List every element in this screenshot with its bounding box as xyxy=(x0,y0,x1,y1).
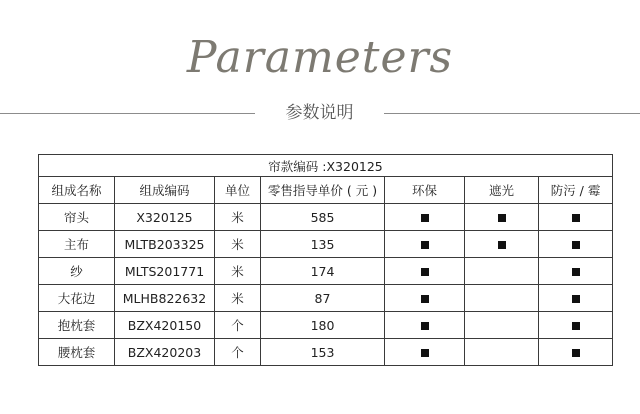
square-mark-icon xyxy=(572,295,580,303)
cell-antifouling xyxy=(539,312,613,339)
square-mark-icon xyxy=(498,214,506,222)
cell-code: BZX420203 xyxy=(115,339,215,366)
column-header-name: 组成名称 xyxy=(39,177,115,204)
parameters-table xyxy=(38,154,613,366)
curtain-code: 帘款编码 :X320125 xyxy=(39,155,613,177)
cell-name: 帘头 xyxy=(39,204,115,231)
cell-price: 174 xyxy=(261,258,385,285)
table-row xyxy=(39,231,613,258)
cell-blackout xyxy=(465,231,539,258)
table-row xyxy=(39,339,613,366)
cell-name: 腰枕套 xyxy=(39,339,115,366)
column-header-code: 组成编码 xyxy=(115,177,215,204)
cell-blackout xyxy=(465,339,539,366)
subtitle-row xyxy=(0,101,640,125)
cell-name: 纱 xyxy=(39,258,115,285)
cell-blackout xyxy=(465,312,539,339)
cell-code: BZX420150 xyxy=(115,312,215,339)
cell-code: MLTS201771 xyxy=(115,258,215,285)
column-header-unit: 单位 xyxy=(215,177,261,204)
cell-eco xyxy=(385,312,465,339)
page-title: Parameters xyxy=(186,32,454,83)
cell-price: 585 xyxy=(261,204,385,231)
cell-unit: 米 xyxy=(215,231,261,258)
cell-unit: 米 xyxy=(215,204,261,231)
cell-unit: 米 xyxy=(215,258,261,285)
column-header-price: 零售指导单价 ( 元 ) xyxy=(261,177,385,204)
square-mark-icon xyxy=(572,268,580,276)
cell-eco xyxy=(385,204,465,231)
cell-eco xyxy=(385,258,465,285)
cell-blackout xyxy=(465,285,539,312)
square-mark-icon xyxy=(572,322,580,330)
cell-eco xyxy=(385,285,465,312)
divider-left xyxy=(0,113,255,114)
table-header-row xyxy=(39,177,613,204)
cell-code: MLHB822632 xyxy=(115,285,215,312)
square-mark-icon xyxy=(421,214,429,222)
divider-right xyxy=(384,113,640,114)
cell-eco xyxy=(385,231,465,258)
cell-unit: 个 xyxy=(215,339,261,366)
column-header-eco: 环保 xyxy=(385,177,465,204)
square-mark-icon xyxy=(572,214,580,222)
cell-price: 153 xyxy=(261,339,385,366)
cell-antifouling xyxy=(539,339,613,366)
cell-code: X320125 xyxy=(115,204,215,231)
table-row xyxy=(39,285,613,312)
table-row xyxy=(39,258,613,285)
cell-name: 抱枕套 xyxy=(39,312,115,339)
square-mark-icon xyxy=(572,349,580,357)
table-row xyxy=(39,204,613,231)
square-mark-icon xyxy=(498,241,506,249)
table-row xyxy=(39,312,613,339)
cell-code: MLTB203325 xyxy=(115,231,215,258)
section-subtitle: 参数说明 xyxy=(285,103,354,123)
cell-antifouling xyxy=(539,285,613,312)
square-mark-icon xyxy=(421,295,429,303)
square-mark-icon xyxy=(421,241,429,249)
column-header-antifouling: 防污 / 霉 xyxy=(539,177,613,204)
cell-antifouling xyxy=(539,258,613,285)
cell-name: 大花边 xyxy=(39,285,115,312)
cell-blackout xyxy=(465,204,539,231)
cell-blackout xyxy=(465,258,539,285)
curtain-code-row xyxy=(39,155,613,177)
square-mark-icon xyxy=(421,268,429,276)
cell-unit: 米 xyxy=(215,285,261,312)
cell-unit: 个 xyxy=(215,312,261,339)
cell-price: 87 xyxy=(261,285,385,312)
square-mark-icon xyxy=(572,241,580,249)
cell-antifouling xyxy=(539,231,613,258)
cell-antifouling xyxy=(539,204,613,231)
cell-price: 180 xyxy=(261,312,385,339)
cell-eco xyxy=(385,339,465,366)
square-mark-icon xyxy=(421,322,429,330)
cell-price: 135 xyxy=(261,231,385,258)
cell-name: 主布 xyxy=(39,231,115,258)
column-header-blackout: 遮光 xyxy=(465,177,539,204)
square-mark-icon xyxy=(421,349,429,357)
